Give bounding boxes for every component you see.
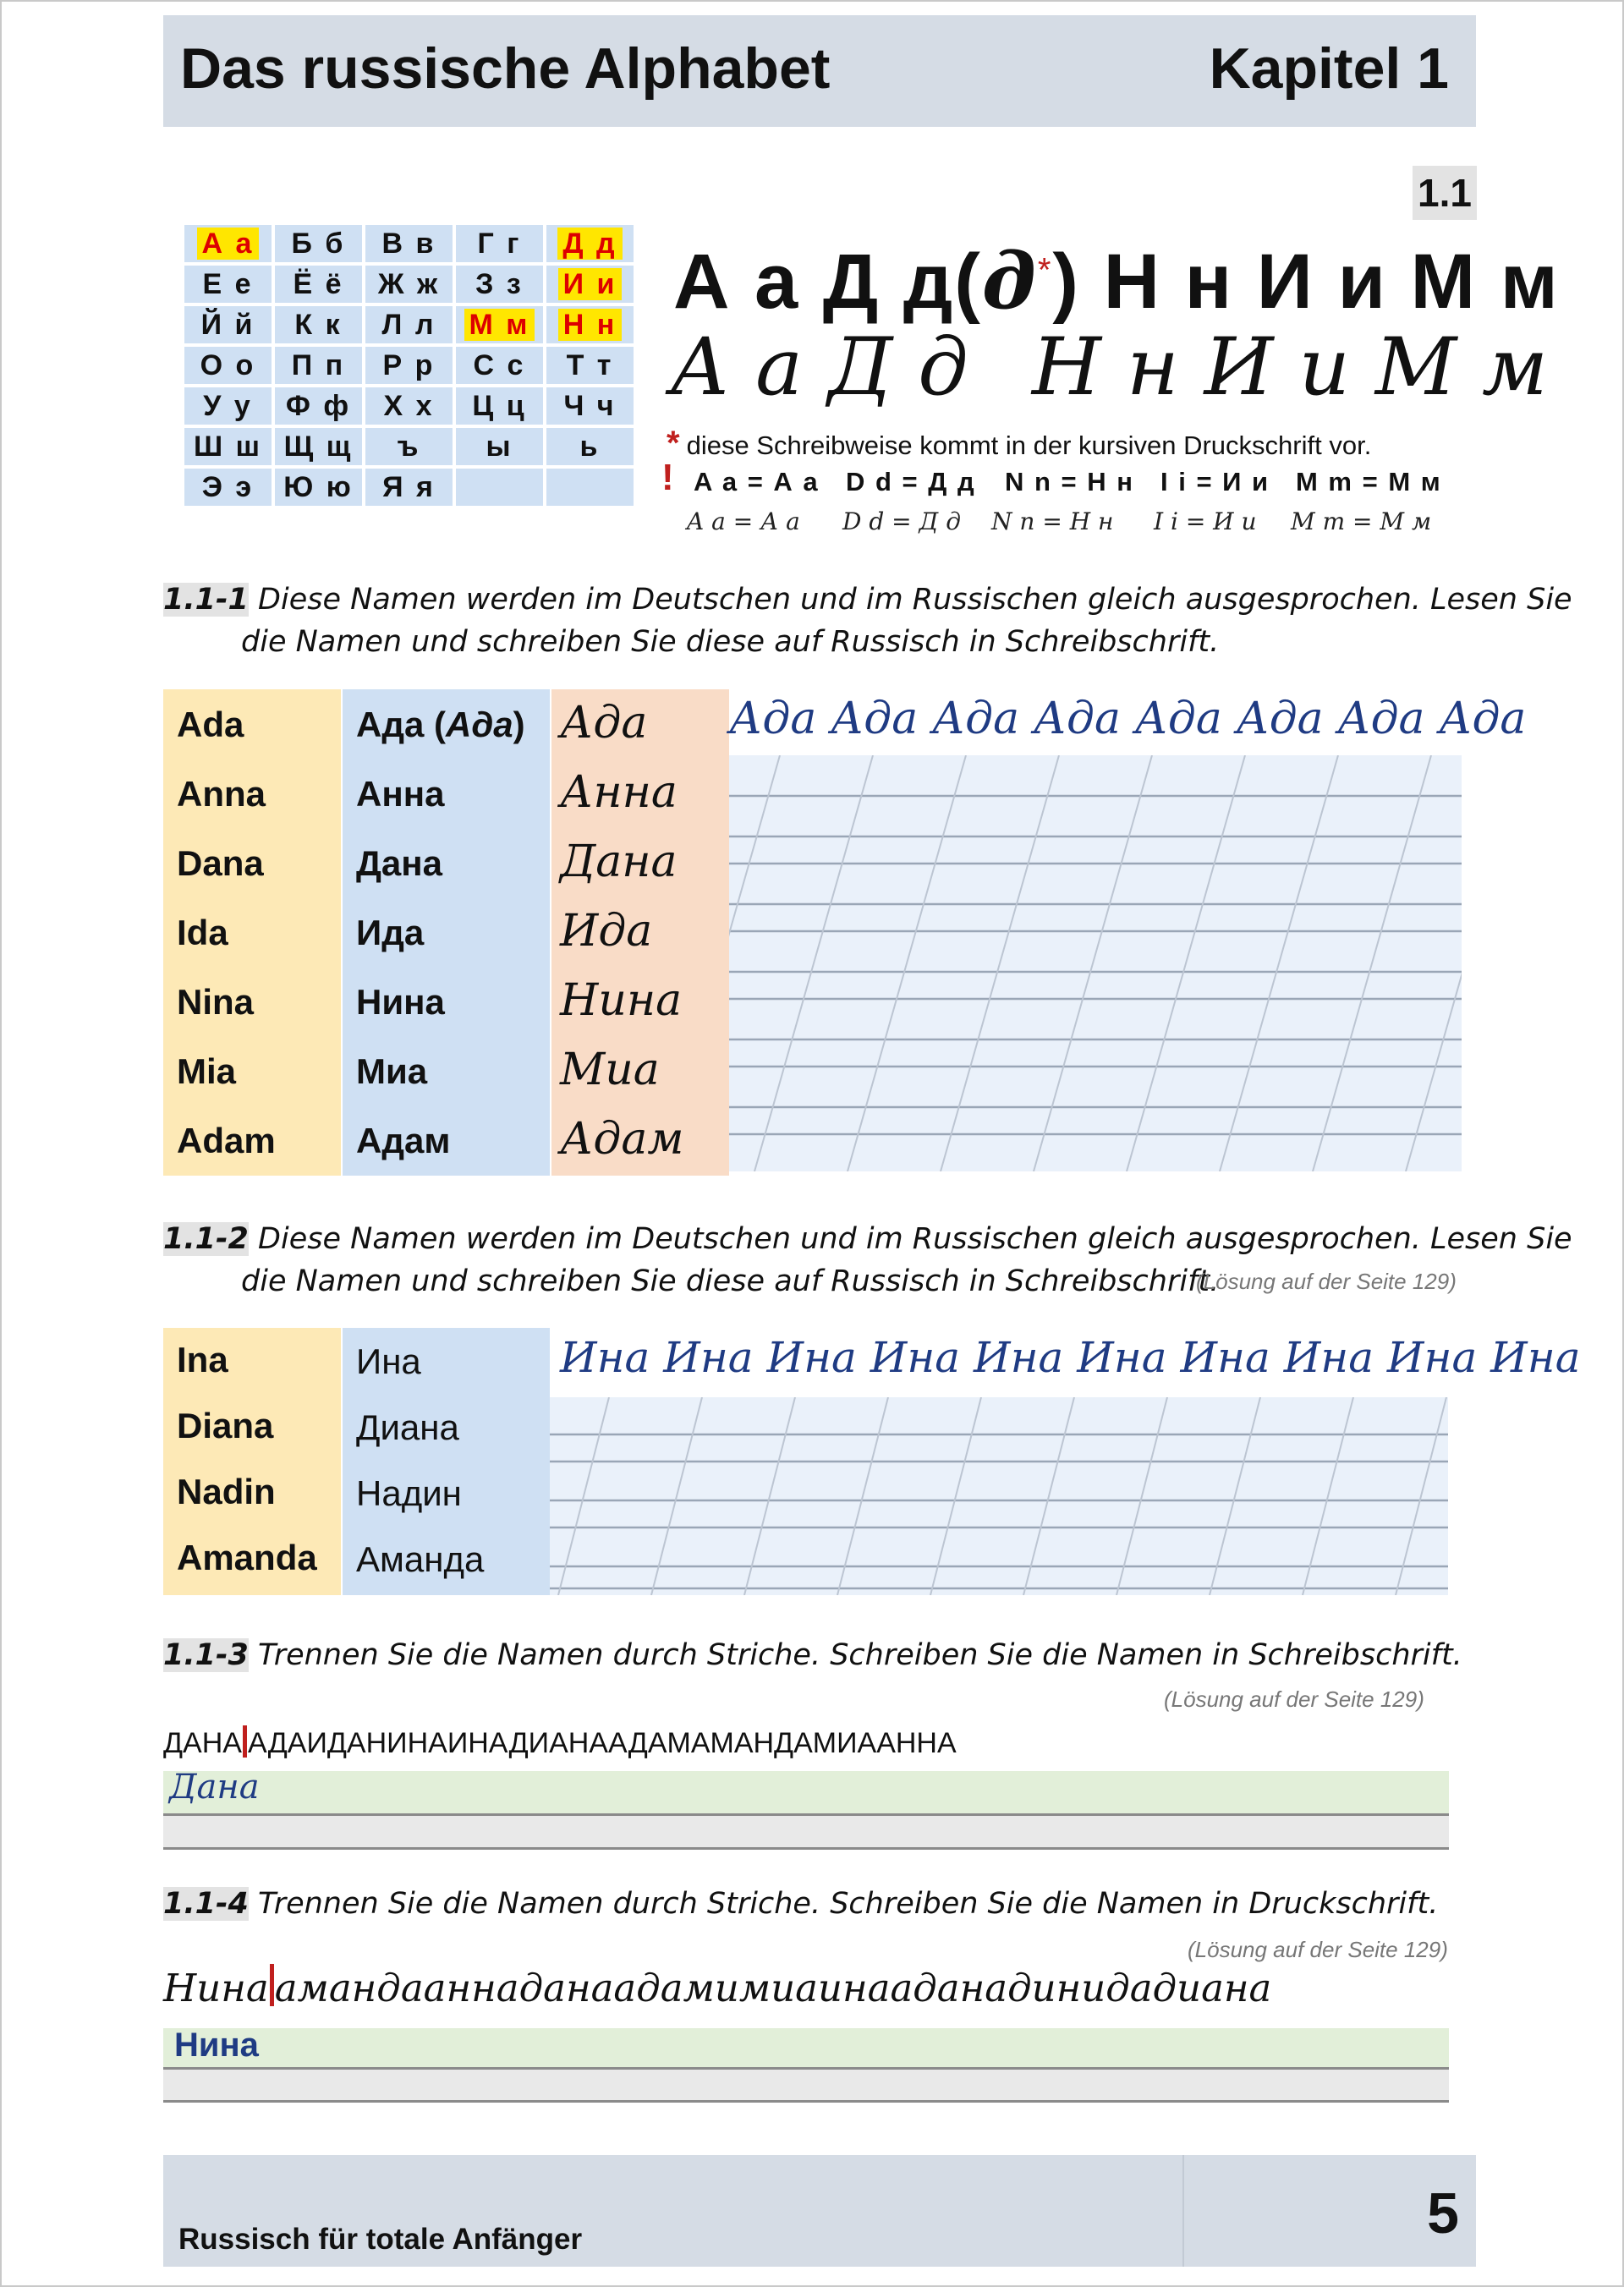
- equiv-print-3: N n = Н н: [1005, 467, 1134, 496]
- alphabet-letter: Ш ш: [194, 430, 262, 463]
- ex4-answer-strip[interactable]: [163, 2028, 1449, 2067]
- alphabet-letter: Ч ч: [563, 389, 617, 422]
- ex3-instruction: [163, 1634, 1462, 1676]
- ex2-german-name: Amanda: [177, 1538, 317, 1577]
- alphabet-cell: [365, 266, 453, 303]
- equiv-print-2: D d = Д д: [846, 467, 976, 496]
- alphabet-letter: Д д: [557, 228, 622, 260]
- alphabet-letter: Х х: [383, 389, 435, 422]
- alphabet-letter: А а: [197, 228, 260, 260]
- ex1-russian-column: [343, 689, 550, 1176]
- ex2-german-name: Nadin: [177, 1472, 276, 1511]
- ex1-german-name: Ida: [177, 913, 228, 952]
- ex2-line2: die Namen und schreiben Sie diese auf Russisch in Schreibschrift.: [241, 1264, 1220, 1298]
- ex1-russian-name: [356, 705, 525, 745]
- ex1-line1: Diese Namen werden im Deutschen und im Russischen gleich ausgesprochen. Lesen Sie: [258, 583, 1572, 617]
- alphabet-letter: У у: [203, 389, 253, 422]
- ex1-german-name: Dana: [177, 843, 264, 883]
- ex1-number: 1.1-1: [163, 583, 249, 617]
- ex1-script-name: Анна: [560, 767, 678, 818]
- alphabet-cell: [546, 347, 634, 384]
- ex2-number: 1.1-2: [163, 1222, 249, 1256]
- big-letter-a: А а: [673, 239, 800, 325]
- ex2-german-name: Ina: [177, 1340, 228, 1379]
- alphabet-table: [181, 222, 637, 509]
- alphabet-letter: П п: [291, 348, 346, 381]
- alphabet-row: [184, 387, 634, 425]
- ex2-writing-lines: [550, 1434, 1448, 1588]
- ex1-slant-guides: [729, 755, 1462, 1171]
- ex4-number: 1.1-4: [163, 1887, 249, 1921]
- alphabet-letter: ъ: [397, 430, 421, 463]
- ex2-russian-name: Диана: [356, 1407, 459, 1447]
- ex4-divider-mark: [270, 1964, 274, 2006]
- alphabet-letter: Ц ц: [472, 389, 527, 422]
- alphabet-cell: [546, 387, 634, 425]
- ex1-german-name: Mia: [177, 1051, 237, 1091]
- ex1-russian-name: Адам: [356, 1121, 451, 1160]
- ex3-divider-mark: [243, 1725, 247, 1758]
- ex3-answer-strip[interactable]: [163, 1771, 1449, 1813]
- ex4-letters-rest: амандааннаданаадамимиаинааданадинидадиана: [274, 1966, 1272, 2010]
- chapter-label: Kapitel 1: [1209, 36, 1449, 101]
- alphabet-cell: [456, 347, 543, 384]
- alphabet-letter: Л л: [381, 308, 436, 341]
- ex3-answer-strip-lower[interactable]: [163, 1816, 1449, 1847]
- ex1-german-name: Adam: [177, 1121, 276, 1160]
- alphabet-letter: Э э: [201, 470, 255, 503]
- alphabet-cell: [546, 225, 634, 262]
- big-letter-rest: Н н И и М м: [1103, 239, 1560, 325]
- note-line: [667, 425, 1371, 463]
- alphabet-row: [184, 469, 634, 506]
- footer-divider: [1182, 2155, 1184, 2267]
- alphabet-letter: Б б: [291, 227, 346, 260]
- alphabet-cell: [275, 428, 362, 465]
- page-title: Das russische Alphabet: [180, 36, 831, 101]
- equiv-script-2: D d = Д д: [842, 507, 961, 535]
- ex2-writing-area[interactable]: [550, 1397, 1448, 1595]
- ex3-letters-first: ДАНА: [163, 1727, 242, 1759]
- alphabet-letter: Й й: [200, 308, 255, 341]
- ex1-german-name: Anna: [177, 774, 266, 814]
- equiv-script-3: N n = Н н: [991, 507, 1114, 535]
- alphabet-letter: О о: [200, 348, 256, 381]
- big-letter-d: Д д(: [822, 239, 982, 325]
- ex1-russian-name: Миа: [356, 1051, 428, 1091]
- ex2-german-column: [163, 1328, 341, 1595]
- ex1-script-name: Нина: [560, 975, 683, 1026]
- ex2-russian-column: [343, 1328, 550, 1595]
- alphabet-letter: Е е: [202, 267, 254, 300]
- ex2-german-name: Diana: [177, 1406, 274, 1445]
- alphabet-letter: Ю ю: [283, 470, 354, 503]
- alphabet-cell: [184, 469, 272, 506]
- alphabet-row: [184, 225, 634, 262]
- note-text: diese Schreibweise kommt in der kursiven Druckschrift vor.: [686, 431, 1372, 460]
- alphabet-cell: [456, 428, 543, 465]
- ex3-answer-example: Дана: [169, 1768, 260, 1807]
- alphabet-letter: И и: [558, 268, 623, 300]
- ex2-russian-name: Надин: [356, 1473, 462, 1513]
- equiv-print-1: A a = А а: [694, 467, 820, 496]
- alphabet-cell: [546, 428, 634, 465]
- alphabet-cell: [275, 387, 362, 425]
- page-number: 5: [1427, 2181, 1459, 2246]
- alphabet-letter: В в: [381, 227, 436, 260]
- alphabet-cell: [546, 266, 634, 303]
- ex2-solution-ref: (Lösung auf der Seite 129): [1196, 1269, 1457, 1294]
- ex1-german-name: Ada: [177, 705, 244, 744]
- big-letter-star: *: [1037, 251, 1053, 289]
- header-bar: [163, 15, 1476, 127]
- ex1-script-name: Дана: [560, 836, 678, 887]
- alphabet-cell: [456, 225, 543, 262]
- ex3-solution-ref: (Lösung auf der Seite 129): [1164, 1686, 1424, 1712]
- equiv-script-5: M m = М м: [1291, 507, 1432, 535]
- ex1-writing-area[interactable]: [729, 755, 1462, 1171]
- alphabet-cell: [184, 428, 272, 465]
- alphabet-cell: [184, 225, 272, 262]
- alphabet-cell: [365, 428, 453, 465]
- big-print-letters: [673, 235, 1560, 326]
- ex4-strip-line-bottom: [163, 2100, 1449, 2103]
- ex4-answer-example: Нина: [174, 2026, 259, 2064]
- footer-bar: [163, 2155, 1476, 2267]
- big-letter-close: ): [1052, 239, 1081, 325]
- section-badge: 1.1: [1413, 166, 1477, 220]
- exclamation-mark: !: [661, 457, 674, 498]
- alphabet-cell: [184, 266, 272, 303]
- alphabet-letter: Р р: [382, 348, 436, 381]
- ex1-russian-name: Нина: [356, 982, 445, 1022]
- alphabet-letter: К к: [294, 308, 343, 341]
- ex1-script-name: Ида: [560, 906, 653, 957]
- alphabet-row: [184, 347, 634, 384]
- ex2-practice-example: Ина Ина Ина Ина Ина Ина Ина Ина Ина Ина: [560, 1333, 1581, 1382]
- ex1-instruction: [163, 579, 1572, 663]
- equiv-print-5: M m = М м: [1296, 467, 1442, 496]
- alphabet-cell: [546, 469, 634, 506]
- alphabet-cell: [365, 225, 453, 262]
- big-letter-d-italic: д: [981, 235, 1038, 326]
- alphabet-cell: [546, 306, 634, 343]
- ex2-russian-name: Аманда: [356, 1539, 485, 1579]
- alphabet-row: [184, 306, 634, 343]
- ex1-line2: die Namen und schreiben Sie diese auf Russisch in Schreibschrift.: [241, 625, 1220, 659]
- alphabet-letter: Г г: [477, 227, 522, 260]
- alphabet-cell: [456, 306, 543, 343]
- ex2-russian-name: Ина: [356, 1341, 421, 1381]
- ex4-solution-ref: (Lösung auf der Seite 129): [1188, 1937, 1448, 1962]
- alphabet-cell: [456, 387, 543, 425]
- alphabet-letter: Ф ф: [285, 389, 352, 422]
- ex1-russian-first-close: ): [513, 705, 525, 744]
- alphabet-cell: [184, 306, 272, 343]
- alphabet-cell: [365, 347, 453, 384]
- equiv-print-4: I i = И и: [1160, 467, 1270, 496]
- alphabet-letter: Ё ё: [293, 267, 344, 300]
- ex1-practice-example: Ада Ада Ада Ада Ада Ада Ада Ада: [729, 694, 1527, 744]
- ex1-script-name: Миа: [560, 1045, 660, 1095]
- alphabet-letter: ь: [579, 430, 601, 463]
- ex1-script-column: [551, 689, 729, 1176]
- alphabet-letter: Я я: [382, 470, 436, 503]
- ex1-russian-name: Дана: [356, 843, 443, 883]
- book-title: Russisch für totale Anfänger: [178, 2223, 583, 2256]
- alphabet-cell: [184, 347, 272, 384]
- ex1-russian-first-italic: Ада: [446, 705, 513, 744]
- alphabet-cell: [275, 306, 362, 343]
- ex1-german-name: Nina: [177, 982, 255, 1022]
- alphabet-letter: ы: [486, 430, 513, 463]
- alphabet-cell: [275, 347, 362, 384]
- ex3-letters-rest: АДАИДАНИНАИНАДИАНААДАМАМАНДАМИААННА: [247, 1727, 957, 1759]
- big-script-left: А а Д д: [670, 321, 968, 414]
- ex3-text: Trennen Sie die Namen durch Striche. Schreiben Sie die Namen in Schreibschrift.: [258, 1638, 1462, 1672]
- ex3-number: 1.1-3: [163, 1638, 249, 1672]
- alphabet-letter: З з: [475, 267, 524, 300]
- alphabet-letter: Щ щ: [283, 430, 354, 463]
- ex3-strip-line-bottom: [163, 1847, 1449, 1850]
- alphabet-cell: [456, 469, 543, 506]
- note-star: *: [667, 425, 680, 462]
- alphabet-cell: [365, 306, 453, 343]
- alphabet-row: [184, 266, 634, 303]
- ex4-letter-chain: [163, 1964, 1271, 2010]
- equiv-script-1: A a = А а: [687, 507, 800, 535]
- ex3-letter-chain: [163, 1725, 957, 1760]
- ex1-russian-first: Ада (: [356, 705, 447, 744]
- alphabet-letter: Н н: [558, 309, 623, 341]
- alphabet-cell: [184, 387, 272, 425]
- ex4-answer-strip-lower[interactable]: [163, 2070, 1449, 2100]
- alphabet-letter: Ж ж: [377, 267, 441, 300]
- big-script-right: Н н И и М м: [1032, 321, 1548, 414]
- alphabet-letter: М м: [464, 309, 535, 341]
- ex1-german-column: [163, 689, 341, 1176]
- ex1-script-name: Адам: [560, 1114, 684, 1165]
- ex4-instruction: [163, 1883, 1438, 1925]
- equiv-script-4: I i = И и: [1154, 507, 1257, 535]
- alphabet-cell: [275, 225, 362, 262]
- ex1-script-name: Ада: [560, 698, 648, 749]
- ex1-writing-lines: [729, 796, 1462, 1134]
- ex1-russian-name: Анна: [356, 774, 445, 814]
- alphabet-cell: [365, 469, 453, 506]
- alphabet-letter: С с: [473, 348, 526, 381]
- alphabet-cell: [275, 469, 362, 506]
- alphabet-cell: [456, 266, 543, 303]
- alphabet-letter: Т т: [566, 348, 614, 381]
- alphabet-cell: [365, 387, 453, 425]
- ex4-letters-first: Нина: [163, 1966, 269, 2010]
- alphabet-row: [184, 428, 634, 465]
- alphabet-cell: [275, 266, 362, 303]
- ex2-line1: Diese Namen werden im Deutschen und im Russischen gleich ausgesprochen. Lesen Sie: [258, 1222, 1572, 1256]
- ex4-text: Trennen Sie die Namen durch Striche. Schreiben Sie die Namen in Druckschrift.: [258, 1887, 1439, 1921]
- ex1-russian-name: Ида: [356, 913, 425, 952]
